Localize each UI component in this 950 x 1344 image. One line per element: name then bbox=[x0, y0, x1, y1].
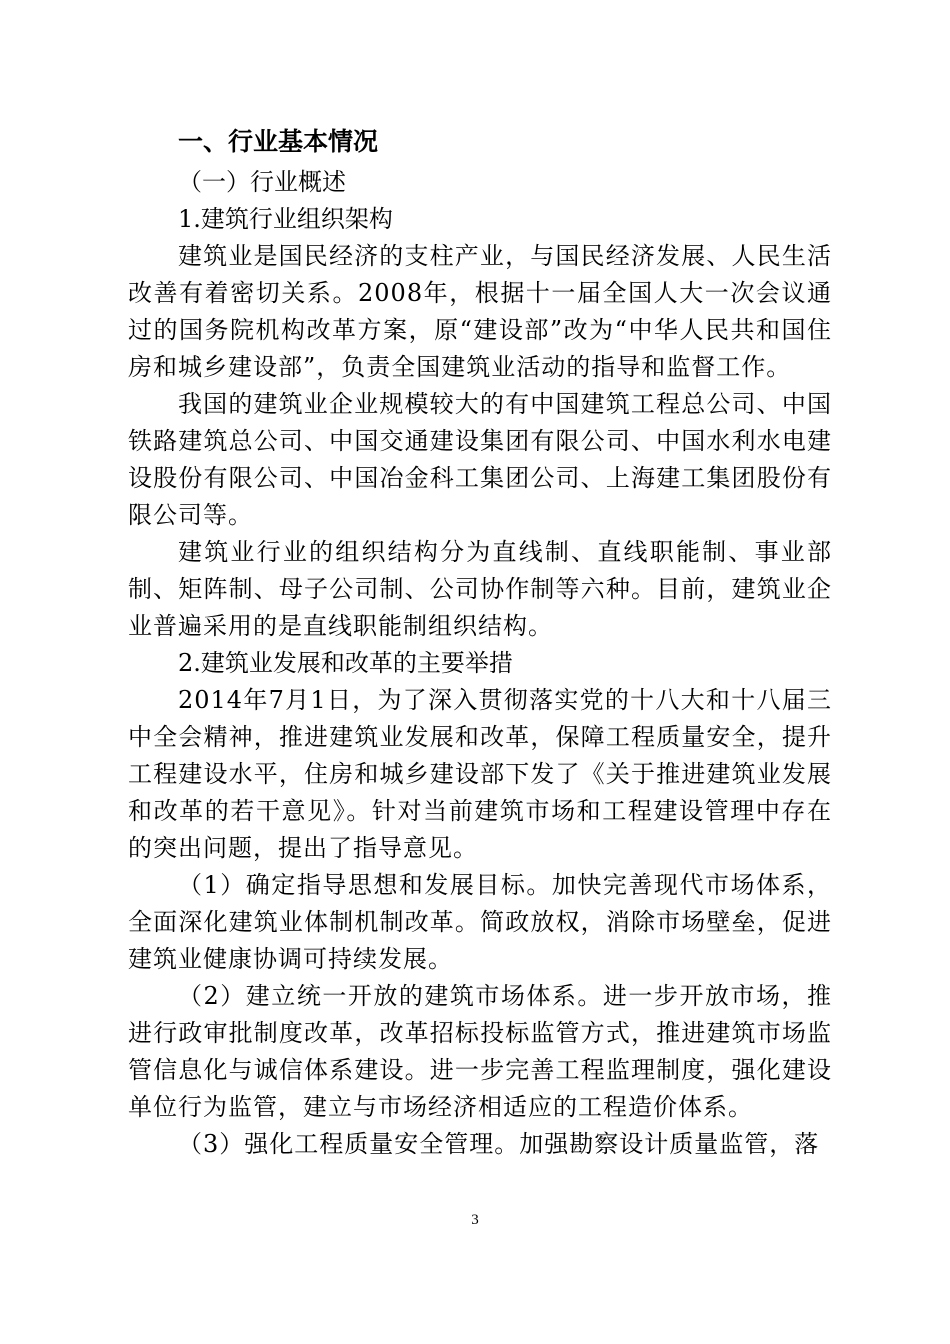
paragraph: （1）确定指导思想和发展目标。加快完善现代市场体系，全面深化建筑业体制机制改革。简政放权，消除市场壁垒，促进建筑业健康协调可持续发展。 bbox=[128, 871, 832, 973]
section-1-title: 1.建筑行业组织架构 bbox=[178, 205, 393, 233]
section-heading: 一、行业基本情况 bbox=[178, 127, 379, 156]
paragraph: 建筑业是国民经济的支柱产业，与国民经济发展、人民生活改善有着密切关系。2008年，根据十一届全国人大一次会议通过的国务院机构改革方案，原“建设部”改为“中华人民共和国住房和城乡建设部”，负责全国建筑业活动的指导和监督工作。 bbox=[128, 242, 832, 381]
page-number: 3 bbox=[471, 1212, 479, 1228]
paragraph: 2014年7月1日，为了深入贯彻落实党的十八大和十八届三中全会精神，推进建筑业发展和改革，保障工程质量安全，提升工程建设水平，住房和城乡建设部下发了《关于推进建筑业发展和改革的若干意见》。针对当前建筑市场和工程建设管理中存在的突出问题，提出了指导意见。 bbox=[128, 686, 832, 862]
paragraph: （3）强化工程质量安全管理。加强勘察设计质量监管，落 bbox=[178, 1130, 820, 1158]
paragraph: 我国的建筑业企业规模较大的有中国建筑工程总公司、中国铁路建筑总公司、中国交通建设集团有限公司、中国水利水电建设股份有限公司、中国冶金科工集团公司、上海建工集团股份有限公司等。 bbox=[128, 390, 832, 529]
paragraph: 建筑业行业的组织结构分为直线制、直线职能制、事业部制、矩阵制、母子公司制、公司协作制等六种。目前，建筑业企业普遍采用的是直线职能制组织结构。 bbox=[128, 538, 832, 640]
paragraph: （2）建立统一开放的建筑市场体系。进一步开放市场，推进行政审批制度改革，改革招标投标监管方式，推进建筑市场监管信息化与诚信体系建设。进一步完善工程监理制度，强化建设单位行为监管，建立与市场经济相适应的工程造价体系。 bbox=[128, 982, 832, 1121]
document-body bbox=[128, 120, 832, 1163]
sub-heading: （一）行业概述 bbox=[178, 168, 346, 196]
section-2-title: 2.建筑业发展和改革的主要举措 bbox=[178, 649, 513, 677]
